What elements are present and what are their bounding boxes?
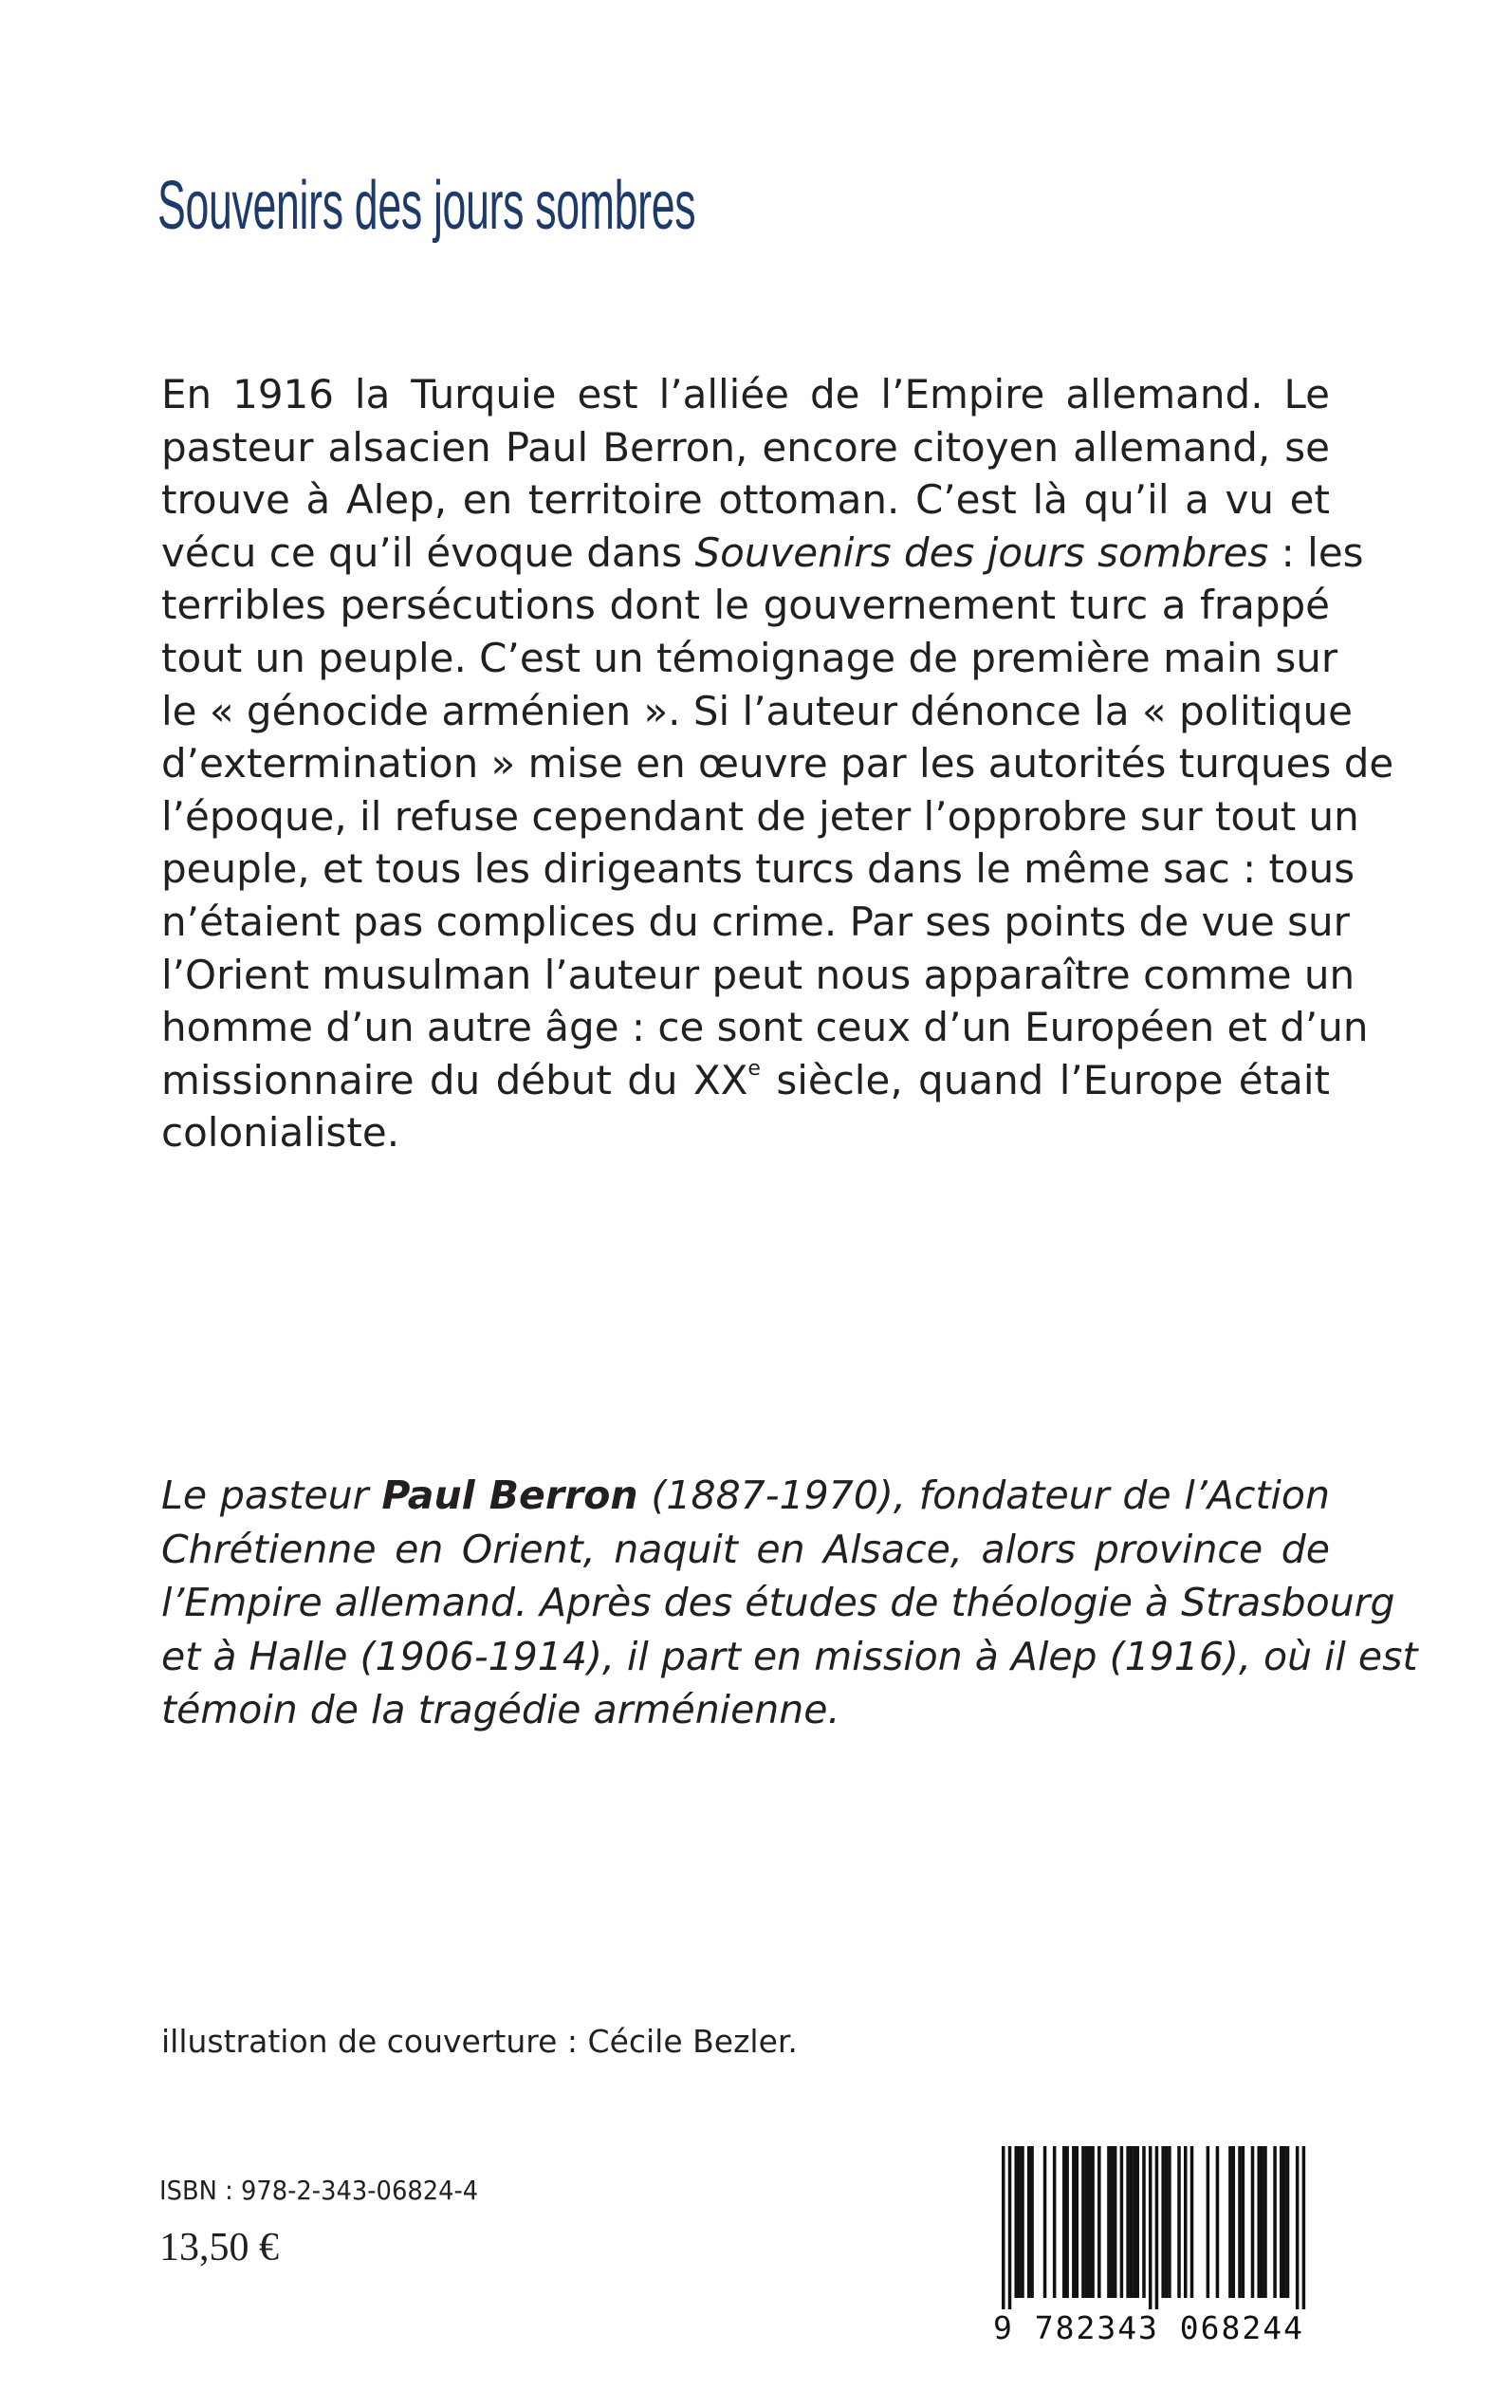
barcode-bar bbox=[1242, 2146, 1245, 2298]
summary-line: n’étaient pas complices du crime. Par ses points de vue sur bbox=[161, 898, 1350, 945]
barcode-bar bbox=[1135, 2146, 1139, 2298]
barcode-bar bbox=[1177, 2146, 1181, 2298]
barcode-bar bbox=[1228, 2146, 1232, 2298]
barcode-bar bbox=[1142, 2146, 1146, 2298]
barcode-bar bbox=[1072, 2146, 1076, 2298]
summary-line: terribles persécutions dont le gouvernement turc a frappé bbox=[161, 582, 1330, 629]
isbn: ISBN : 978-2-343-06824-4 bbox=[159, 2175, 479, 2206]
barcode-digits: 9 782343 068244 bbox=[992, 2309, 1304, 2346]
barcode-bar bbox=[1043, 2146, 1047, 2298]
barcode-bar bbox=[1114, 2146, 1117, 2298]
barcode-bar bbox=[1273, 2146, 1277, 2298]
barcode-bar bbox=[1030, 2146, 1034, 2298]
barcode-bar bbox=[1155, 2146, 1159, 2309]
summary-line: d’extermination » mise en œuvre par les autorités turques de bbox=[161, 740, 1394, 787]
barcode-bar bbox=[1120, 2146, 1124, 2298]
barcode-bar bbox=[1133, 2146, 1136, 2298]
bio-line: Chrétienne en Orient, naquit en Alsace, alors province de bbox=[161, 1526, 1330, 1572]
barcode-bar bbox=[1280, 2146, 1283, 2298]
summary-line: pasteur alsacien Paul Berron, encore citoyen allemand, se bbox=[161, 423, 1330, 471]
barcode-bar bbox=[1021, 2146, 1024, 2298]
barcode-bar bbox=[1251, 2146, 1255, 2298]
barcode-bar bbox=[1111, 2146, 1115, 2298]
barcode-bar bbox=[1238, 2146, 1242, 2298]
summary-line: le « génocide arménien ». Si l’auteur dénonce la « politique bbox=[161, 687, 1353, 734]
barcode-bar bbox=[1165, 2146, 1169, 2298]
author-name: Paul Berron bbox=[381, 1473, 638, 1518]
barcode-bar bbox=[1282, 2146, 1286, 2298]
barcode-bar bbox=[1002, 2146, 1005, 2309]
summary-line: missionnaire du début du XXe siècle, quand l’Europe était bbox=[161, 1056, 1330, 1103]
barcode-bar bbox=[1088, 2146, 1092, 2298]
barcode-bar bbox=[1149, 2146, 1152, 2309]
summary-line: trouve à Alep, en territoire ottoman. C’est là qu’il a vu et bbox=[161, 476, 1330, 524]
barcode-bar bbox=[1027, 2146, 1031, 2298]
book-title-italic: Souvenirs des jours sombres bbox=[694, 528, 1269, 576]
barcode-bar bbox=[1065, 2146, 1069, 2298]
barcode-bar bbox=[1053, 2146, 1057, 2298]
barcode-bar bbox=[1216, 2146, 1220, 2298]
barcode-bar bbox=[1107, 2146, 1111, 2298]
barcode-bar bbox=[1302, 2146, 1306, 2309]
barcode-bar bbox=[1168, 2146, 1171, 2298]
barcode-bar bbox=[1263, 2146, 1267, 2298]
barcode-bar bbox=[1018, 2146, 1022, 2298]
barcode-bar bbox=[1161, 2146, 1165, 2298]
cover-credit: illustration de couverture : Cécile Bezler. bbox=[161, 2023, 798, 2060]
book-title: Souvenirs des jours sombres bbox=[157, 168, 696, 244]
bio-line: et à Halle (1906-1914), il part en mission à Alep (1916), où il est bbox=[161, 1633, 1418, 1679]
bio-line: témoin de la tragédie arménienne. bbox=[161, 1687, 840, 1732]
summary-line: tout un peuple. C’est un témoignage de première main sur bbox=[161, 634, 1338, 681]
barcode-bar bbox=[1075, 2146, 1079, 2298]
summary-line: homme d’un autre âge : ce sont ceux d’un Européen et d’un bbox=[161, 1004, 1369, 1051]
summary-line: l’époque, il refuse cependant de jeter l’opprobre sur tout un bbox=[161, 792, 1359, 840]
barcode-bar bbox=[1091, 2146, 1095, 2298]
bio-line: l’Empire allemand. Après des études de théologie à Strasbourg bbox=[161, 1580, 1395, 1625]
barcode-bar bbox=[1286, 2146, 1290, 2298]
barcode-bars bbox=[986, 2146, 1311, 2309]
barcode-bar bbox=[1062, 2146, 1066, 2298]
barcode-bar bbox=[1232, 2146, 1236, 2298]
barcode-bar bbox=[1296, 2146, 1300, 2309]
summary-line: vécu ce qu’il évoque dans Souvenirs des jours sombres : les bbox=[161, 528, 1364, 576]
barcode-bar bbox=[1261, 2146, 1264, 2298]
barcode-bar bbox=[1207, 2146, 1210, 2298]
summary-text bbox=[161, 368, 1394, 1159]
barcode-bar bbox=[1097, 2146, 1101, 2298]
barcode-bar bbox=[1008, 2146, 1012, 2309]
barcode-bar bbox=[1257, 2146, 1261, 2298]
price: 13,50 € bbox=[159, 2226, 279, 2269]
barcode-bar bbox=[1184, 2146, 1188, 2298]
summary-line: peuple, et tous les dirigeants turcs dans le même sac : tous bbox=[161, 845, 1355, 893]
summary-line: l’Orient musulman l’auteur peut nous apparaître comme un bbox=[161, 951, 1355, 998]
bio-line: Le pasteur Paul Berron (1887-1970), fondateur de l’Action bbox=[161, 1473, 1330, 1518]
barcode-bar bbox=[1014, 2146, 1018, 2298]
author-bio bbox=[161, 1469, 1418, 1737]
barcode-bar bbox=[1085, 2146, 1089, 2298]
barcode-bar bbox=[1130, 2146, 1134, 2298]
summary-line: colonialiste. bbox=[161, 1109, 400, 1157]
barcode-bar bbox=[1126, 2146, 1130, 2298]
barcode-bar bbox=[1190, 2146, 1194, 2298]
barcode-bar bbox=[1081, 2146, 1085, 2298]
summary-line: En 1916 la Turquie est l’alliée de l’Empire allemand. Le bbox=[161, 371, 1330, 417]
barcode bbox=[986, 2146, 1311, 2355]
